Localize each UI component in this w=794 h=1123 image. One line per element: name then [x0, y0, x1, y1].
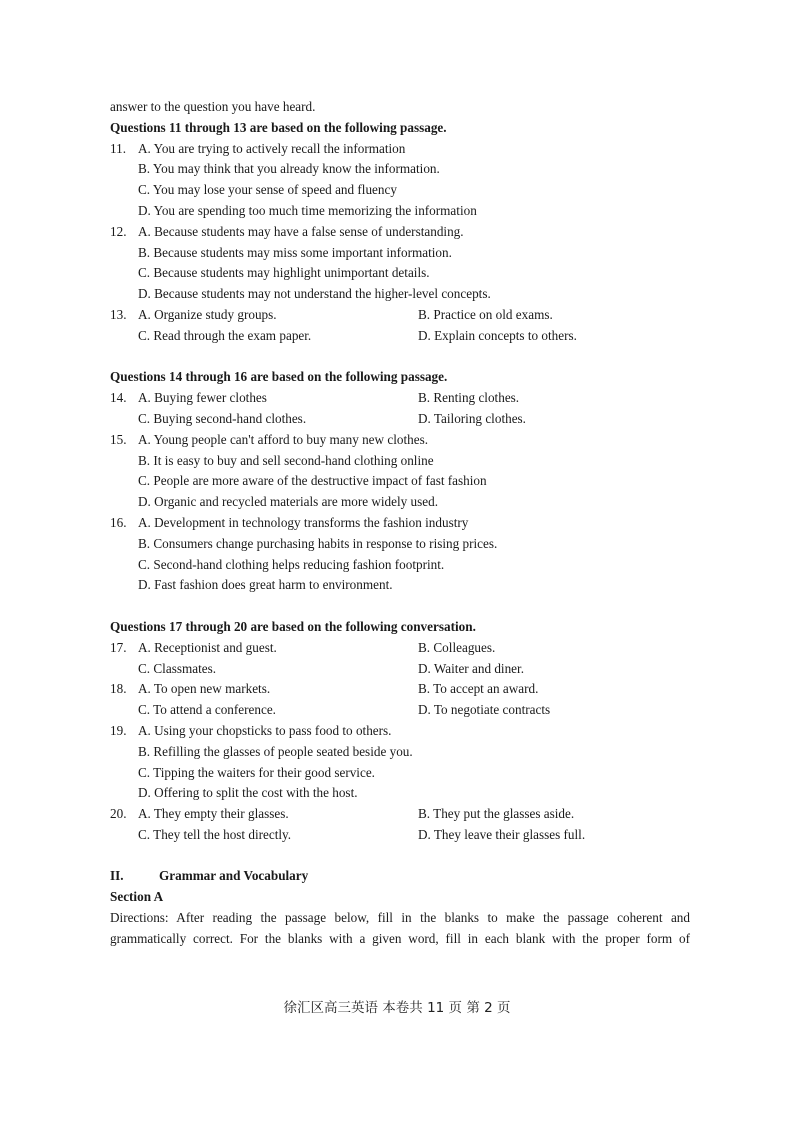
option-a: A. Using your chopsticks to pass food to others. [138, 722, 392, 738]
question-11-option-d [110, 201, 690, 222]
question-number: 13. [110, 306, 127, 322]
question-number: 18. [110, 681, 127, 697]
question-19-option-a [110, 721, 690, 742]
option-c: C. Classmates. [138, 660, 217, 676]
option-d: D. Explain concepts to others. [418, 327, 577, 343]
question-15-option-a [110, 430, 690, 451]
exam-page [110, 97, 690, 950]
option-c: C. Because students may highlight unimportant details. [138, 265, 430, 281]
question-number: 17. [110, 639, 127, 655]
option-a: A. To open new markets. [138, 681, 271, 697]
group-heading-17-20: Questions 17 through 20 are based on the following conversation. [110, 618, 476, 634]
question-number: 20. [110, 806, 127, 822]
option-b: B. It is easy to buy and sell second-hand clothing online [138, 452, 434, 468]
question-14-row-1 [110, 388, 690, 409]
question-19-option-b [110, 742, 690, 763]
question-14-row-2 [110, 409, 690, 430]
section-title: Grammar and Vocabulary [159, 868, 309, 884]
spacer [110, 347, 690, 368]
option-d: D. You are spending too much time memorizing the information [138, 202, 477, 218]
question-19-option-c [110, 763, 690, 784]
question-number: 11. [110, 140, 126, 156]
option-c: C. People are more aware of the destructive impact of fast fashion [138, 473, 487, 489]
question-number: 19. [110, 722, 127, 738]
option-c: C. They tell the host directly. [138, 826, 292, 842]
question-number: 16. [110, 514, 127, 530]
option-b: B. Practice on old exams. [418, 306, 553, 322]
option-a: A. Development in technology transforms the fashion industry [138, 514, 469, 530]
option-d: D. They leave their glasses full. [418, 826, 586, 842]
question-13-row-1 [110, 305, 690, 326]
question-15-option-c [110, 471, 690, 492]
section-number: II. [110, 868, 124, 884]
question-17-row-2 [110, 659, 690, 680]
option-c: C. Read through the exam paper. [138, 327, 312, 343]
option-b: B. Because students may miss some important information. [138, 244, 452, 260]
subsection-title: Section A [110, 889, 164, 905]
option-a: A. You are trying to actively recall the information [138, 140, 406, 156]
question-16-option-c [110, 555, 690, 576]
question-12-option-b [110, 243, 690, 264]
option-d: D. To negotiate contracts [418, 702, 551, 718]
question-12-option-a [110, 222, 690, 243]
directions-line-1: Directions: After reading the passage below, fill in the blanks to make the passage coherent and [110, 910, 690, 926]
question-15-option-b [110, 451, 690, 472]
question-11-option-b [110, 159, 690, 180]
option-a: A. Receptionist and guest. [138, 639, 277, 655]
section-heading [110, 866, 690, 887]
group-heading-11-13: Questions 11 through 13 are based on the following passage. [110, 119, 447, 135]
group-heading-14-16: Questions 14 through 16 are based on the following passage. [110, 369, 448, 385]
option-d: D. Fast fashion does great harm to environment. [138, 577, 393, 593]
question-number: 15. [110, 431, 127, 447]
option-b: B. Colleagues. [418, 639, 496, 655]
question-20-row-1 [110, 804, 690, 825]
question-12-option-c [110, 263, 690, 284]
question-13-row-2 [110, 326, 690, 347]
option-b: B. To accept an award. [418, 681, 539, 697]
question-20-row-2 [110, 825, 690, 846]
option-d: D. Waiter and diner. [418, 660, 524, 676]
question-19-option-d [110, 783, 690, 804]
option-d: D. Tailoring clothes. [418, 410, 526, 426]
option-b: B. Consumers change purchasing habits in response to rising prices. [138, 535, 498, 551]
option-c: C. Tipping the waiters for their good service. [138, 764, 375, 780]
question-15-option-d [110, 492, 690, 513]
option-a: A. Organize study groups. [138, 306, 277, 322]
option-a: A. Buying fewer clothes [138, 390, 267, 406]
question-11-option-a [110, 139, 690, 160]
spacer [110, 846, 690, 867]
question-11-option-c [110, 180, 690, 201]
option-c: C. You may lose your sense of speed and fluency [138, 182, 397, 198]
question-18-row-1 [110, 679, 690, 700]
spacer [110, 596, 690, 617]
option-a: A. Because students may have a false sense of understanding. [138, 223, 464, 239]
option-c: C. To attend a conference. [138, 702, 276, 718]
question-12-option-d [110, 284, 690, 305]
directions-line-2: grammatically correct. For the blanks with a given word, fill in each blank with the proper form of [110, 930, 690, 946]
option-b: B. You may think that you already know the information. [138, 161, 440, 177]
option-b: B. They put the glasses aside. [418, 806, 575, 822]
option-b: B. Renting clothes. [418, 390, 520, 406]
question-16-option-d [110, 575, 690, 596]
intro-line: answer to the question you have heard. [110, 99, 316, 114]
question-17-row-1 [110, 638, 690, 659]
option-d: D. Because students may not understand the higher-level concepts. [138, 286, 491, 302]
option-d: D. Offering to split the cost with the host. [138, 785, 358, 801]
question-number: 14. [110, 390, 127, 406]
question-number: 12. [110, 223, 127, 239]
question-16-option-b [110, 534, 690, 555]
question-16-option-a [110, 513, 690, 534]
question-18-row-2 [110, 700, 690, 721]
option-a: A. Young people can't afford to buy many new clothes. [138, 431, 429, 447]
option-c: C. Second-hand clothing helps reducing fashion footprint. [138, 556, 445, 572]
option-b: B. Refilling the glasses of people seated beside you. [138, 743, 413, 759]
page-footer: 徐汇区高三英语 本卷共 11 页 第 2 页 [283, 1000, 511, 1016]
option-d: D. Organic and recycled materials are more widely used. [138, 494, 439, 510]
option-c: C. Buying second-hand clothes. [138, 410, 307, 426]
option-a: A. They empty their glasses. [138, 806, 289, 822]
